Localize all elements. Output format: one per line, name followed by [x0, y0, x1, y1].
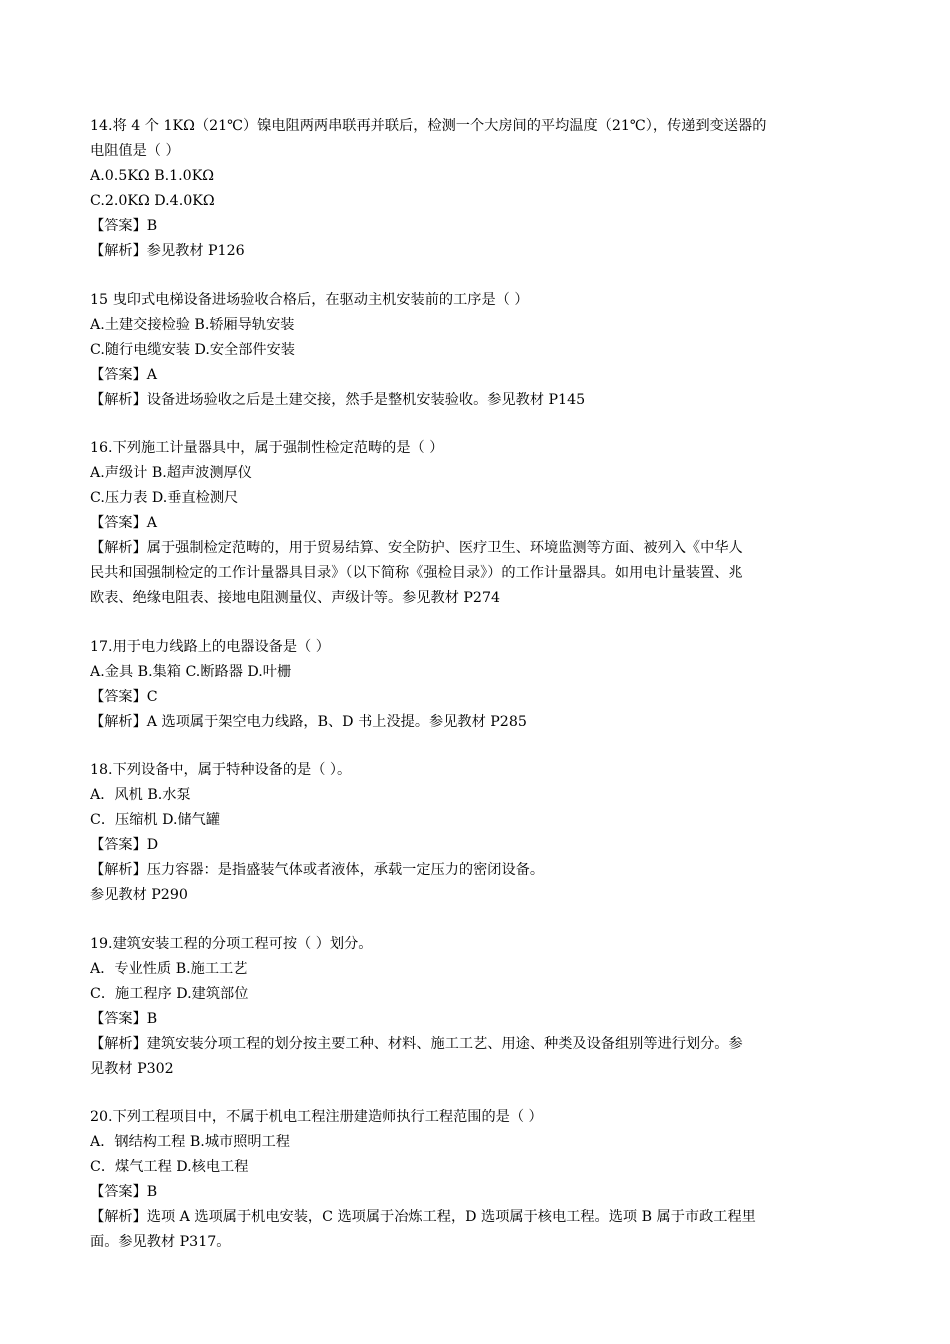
- options-line: A．风机 B.水泵: [90, 787, 191, 803]
- question-gap: [90, 264, 865, 288]
- explanation-line: 【解析】A 选项属于架空电力线路，B、D 书上没提。参见教材 P285: [90, 713, 527, 730]
- question-stem: 15 曳印式电梯设备进场验收合格后，在驱动主机安装前的工序是（ ）: [90, 291, 529, 308]
- explanation-line: 【解析】参见教材 P126: [90, 243, 245, 259]
- question-19: [90, 932, 865, 1082]
- answer-line: 【答案】D: [90, 837, 159, 853]
- options-line: C.随行电缆安装 D.安全部件安装: [90, 341, 295, 358]
- options-line: C.压力表 D.垂直检测尺: [90, 490, 239, 506]
- question-gap: [90, 908, 865, 932]
- document-page: [90, 114, 865, 1255]
- question-15: [90, 288, 865, 413]
- question-stem: 19.建筑安装工程的分项工程可按（ ）划分。: [90, 935, 373, 952]
- question-16: [90, 436, 865, 611]
- question-gap: [90, 413, 865, 437]
- answer-line: 【答案】B: [90, 1184, 158, 1200]
- question-stem: 18.下列设备中，属于特种设备的是（ ）。: [90, 762, 352, 778]
- options-line: C.2.0KΩ D.4.0KΩ: [90, 193, 215, 209]
- question-20: [90, 1105, 865, 1255]
- answer-line: 【答案】C: [90, 688, 158, 705]
- answer-line: 【答案】A: [90, 515, 157, 531]
- options-line: A.土建交接检验 B.轿厢导轨安装: [90, 316, 295, 333]
- explanation-line: 见教材 P302: [90, 1060, 174, 1077]
- answer-line: 【答案】A: [90, 366, 157, 383]
- question-stem: 20.下列工程项目中，不属于机电工程注册建造师执行工程范围的是（ ）: [90, 1109, 543, 1125]
- answer-line: 【答案】B: [90, 218, 158, 234]
- question-18: [90, 758, 865, 908]
- explanation-line: 【解析】选项 A 选项属于机电安装，C 选项属于冶炼工程，D 选项属于核电工程。选项 B 属于市政工程里: [90, 1209, 756, 1225]
- explanation-line: 民共和国强制检定的工作计量器具目录》（以下简称《强检目录》）的工作计量器具。如用电计量装置、兆: [90, 565, 743, 581]
- question-gap: [90, 611, 865, 635]
- question-stem: 电阻值是（ ）: [90, 143, 180, 159]
- question-gap: [90, 735, 865, 759]
- options-line: C．煤气工程 D.核电工程: [90, 1159, 249, 1175]
- question-stem: 14.将 4 个 1KΩ（21℃）镍电阻两两串联再并联后，检测一个大房间的平均温度（21℃），传递到变送器的: [90, 118, 767, 134]
- question-stem: 16.下列施工计量器具中，属于强制性检定范畴的是（ ）: [90, 440, 444, 456]
- explanation-line: 【解析】压力容器：是指盛装气体或者液体，承载一定压力的密闭设备。: [90, 862, 545, 878]
- options-line: A.金具 B.集箱 C.断路器 D.叶栅: [90, 663, 292, 680]
- explanation-line: 欧表、绝缘电阻表、接地电阻测量仪、声级计等。参见教材 P274: [90, 590, 501, 606]
- options-line: A．专业性质 B.施工工艺: [90, 960, 248, 977]
- answer-line: 【答案】B: [90, 1010, 158, 1027]
- options-line: C．压缩机 D.储气罐: [90, 812, 221, 828]
- explanation-line: 参见教材 P290: [90, 887, 188, 903]
- explanation-line: 面。参见教材 P317。: [90, 1234, 231, 1250]
- explanation-line: 【解析】建筑安装分项工程的划分按主要工种、材料、施工工艺、用途、种类及设备组别等进行划分。参: [90, 1035, 743, 1052]
- question-stem: 17.用于电力线路上的电器设备是（ ）: [90, 638, 330, 655]
- options-line: A.声级计 B.超声波测厚仪: [90, 465, 252, 481]
- question-14: [90, 114, 865, 264]
- question-gap: [90, 1082, 865, 1106]
- options-line: C．施工程序 D.建筑部位: [90, 985, 249, 1002]
- options-line: A．钢结构工程 B.城市照明工程: [90, 1134, 290, 1150]
- explanation-line: 【解析】属于强制检定范畴的，用于贸易结算、安全防护、医疗卫生、环境监测等方面、被列入《中华人: [90, 540, 743, 556]
- explanation-line: 【解析】设备进场验收之后是土建交接，然手是整机安装验收。参见教材 P145: [90, 391, 586, 408]
- question-17: [90, 635, 865, 735]
- options-line: A.0.5KΩ B.1.0KΩ: [90, 168, 215, 184]
